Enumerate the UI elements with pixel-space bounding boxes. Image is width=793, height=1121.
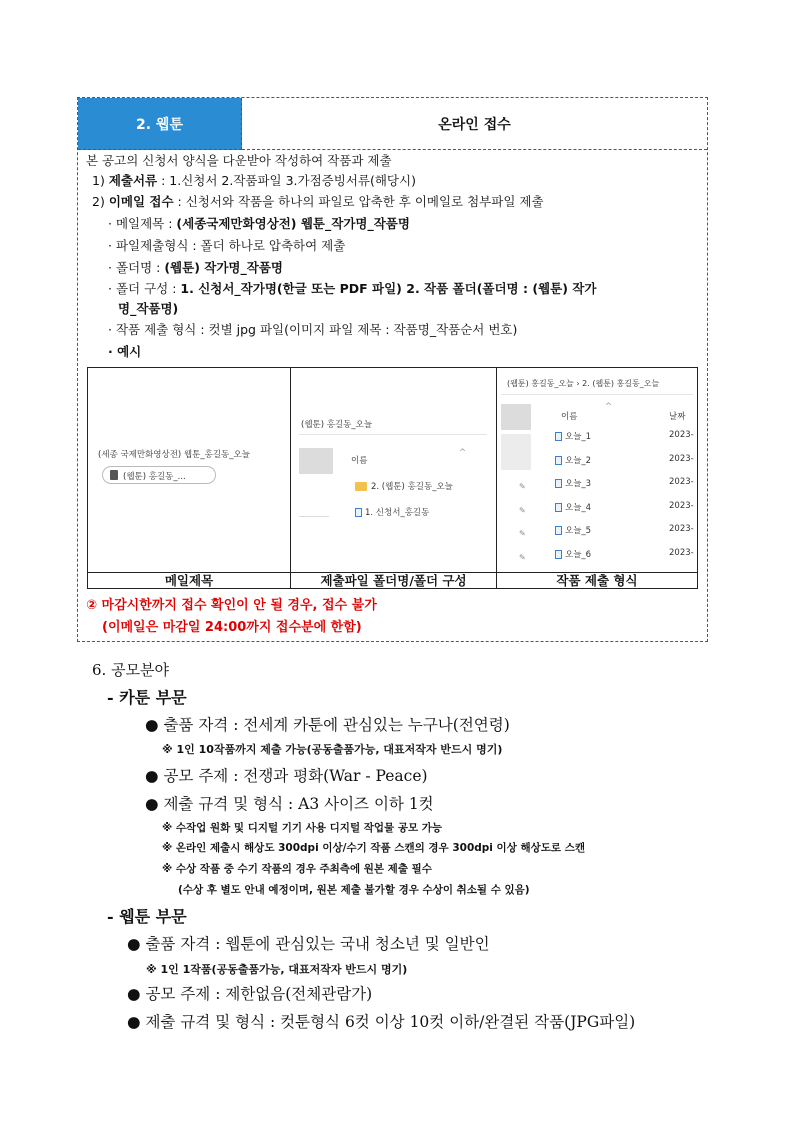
work-file-item: 오늘_1: [555, 430, 591, 442]
work-file-item: 오늘_5: [555, 524, 591, 536]
caption-submit-format: 작품 제출 형식: [497, 572, 697, 589]
divider: [501, 394, 693, 395]
divider: [299, 516, 329, 517]
files-breadcrumb: (웹툰) 홍길동_오늘 › 2. (웹툰) 홍길동_오늘: [507, 379, 660, 388]
mail-title-line: · 메일제목 : (세종국제만화영상전) 웹툰_작가명_작품명: [108, 216, 410, 231]
webtoon-heading: - 웹툰 부문: [107, 907, 187, 926]
work-file-date: 2023-: [669, 500, 694, 511]
cartoon-format: ● 제출 규격 및 형식 : A3 사이즈 이하 1컷: [145, 795, 434, 813]
cartoon-theme: ● 공모 주제 : 전쟁과 평화(War - Peace): [145, 767, 428, 785]
folder-item: 2. (웹툰) 홍길동_오늘: [355, 480, 453, 492]
cartoon-note-4: ※ 수상 작품 중 수기 작품의 경우 주최측에 원본 제출 필수: [162, 863, 432, 875]
pin-icon: ✎: [519, 529, 526, 538]
cartoon-note-5: (수상 후 별도 안내 예정이며, 원본 제출 불가할 경우 수상이 취소될 수 있음): [178, 884, 530, 896]
pin-icon: ✎: [519, 552, 526, 562]
cartoon-heading: - 카툰 부문: [107, 688, 187, 707]
example-table: [87, 367, 698, 589]
files-header-name: 이름: [561, 412, 578, 422]
work-file-date: 2023-: [669, 524, 694, 534]
image-file-icon: [555, 503, 562, 512]
work-file-item: 오늘_4: [555, 501, 591, 513]
cartoon-note-3: ※ 온라인 제출시 해상도 300dpi 이상/수기 작품 스캔의 경우 300dpi 이상 해상도로 스캔: [162, 842, 586, 854]
image-file-icon: [555, 432, 562, 441]
nav-pane-placeholder: [501, 434, 531, 470]
image-file-icon: [555, 526, 562, 535]
online-submission-header-cell: 온라인 접수: [242, 98, 707, 150]
example-files-panel: [497, 368, 697, 572]
image-file-icon: [555, 550, 562, 559]
mail-subject-text: (세종 국제만화영상전) 웹툰_홍길동_오늘: [98, 450, 250, 460]
pin-icon: ✎: [519, 482, 526, 491]
sort-caret-icon: ^: [605, 402, 613, 412]
intro-text: 본 공고의 신청서 양식을 다운받아 작성하여 작품과 제출: [86, 153, 392, 168]
folder-structure-line: · 폴더 구성 : 1. 신청서_작가명(한글 또는 PDF 파일) 2. 작품 폴더(폴더명 : (웹툰) 작가: [108, 281, 597, 296]
file-format-line: · 파일제출형식 : 폴더 하나로 압축하여 제출: [108, 238, 346, 253]
work-file-item: 오늘_3: [555, 477, 591, 489]
example-folder-panel: [291, 368, 497, 572]
caption-mail-title: 메일제목: [88, 572, 291, 589]
divider: [299, 434, 487, 435]
folder-path: (웹툰) 홍길동_오늘: [301, 420, 373, 430]
example-label: · 예시: [108, 344, 142, 359]
work-file-item: 오늘_6: [555, 548, 591, 560]
file-icon: [110, 470, 118, 480]
file-item: 1. 신청서_홍길동: [355, 506, 429, 518]
webtoon-header-cell: 2. 웹툰: [78, 98, 242, 150]
sort-caret-icon: ^: [459, 448, 467, 458]
column-header-name: 이름: [351, 456, 368, 466]
deadline-notice-sub: (이메일은 마감일 24:00까지 접수분에 한함): [102, 620, 362, 635]
webtoon-eligibility: ● 출품 자격 : 웹툰에 관심있는 국내 청소년 및 일반인: [127, 935, 490, 953]
item-email: 2) 이메일 접수 : 신청서와 작품을 하나의 파일로 압축한 후 이메일로 첨부파일 제출: [92, 194, 544, 209]
cartoon-eligibility: ● 출품 자격 : 전세계 카툰에 관심있는 누구나(전연령): [145, 716, 510, 734]
cartoon-note-2: ※ 수작업 원화 및 디지털 기기 사용 디지털 작업물 공모 가능: [162, 822, 443, 834]
webtoon-format: ● 제출 규격 및 형식 : 컷툰형식 6컷 이상 10컷 이하/완결된 작품(JPG파일): [127, 1013, 636, 1031]
nav-pane-placeholder: [501, 404, 531, 430]
item-documents: 1) 제출서류 : 1.신청서 2.작품파일 3.가점증빙서류(해당시): [92, 173, 416, 188]
folder-icon: [355, 482, 367, 491]
folder-name-line: · 폴더명 : (웹툰) 작가명_작품명: [108, 260, 283, 275]
submit-format-line: · 작품 제출 형식 : 컷별 jpg 파일(이미지 파일 제목 : 작품명_작품순서 번호): [108, 322, 518, 337]
caption-folder: 제출파일 폴더명/폴더 구성: [291, 572, 497, 589]
work-file-date: 2023-: [669, 453, 694, 464]
pin-icon: ✎: [519, 505, 526, 515]
image-file-icon: [555, 456, 562, 465]
webtoon-note-1: ※ 1인 1작품(공동출품가능, 대표저작자 반드시 명기): [146, 963, 408, 976]
folder-structure-line-cont: 명_작품명): [118, 301, 179, 316]
attachment-chip: [102, 466, 216, 484]
work-file-date: 2023-: [669, 477, 694, 487]
image-file-icon: [555, 479, 562, 488]
cartoon-note-1: ※ 1인 10작품까지 제출 가능(공동출품가능, 대표저작자 반드시 명기): [162, 743, 503, 756]
deadline-notice: ② 마감시한까지 접수 확인이 안 될 경우, 접수 불가: [86, 598, 377, 613]
work-file-date: 2023-: [669, 547, 694, 558]
example-mail-subject-panel: [88, 368, 291, 572]
attachment-name: (웹툰) 홍길동_...: [123, 472, 186, 482]
webtoon-theme: ● 공모 주제 : 제한없음(전체관람가): [127, 985, 373, 1003]
work-file-date: 2023-: [669, 430, 694, 440]
document-icon: [355, 508, 362, 517]
nav-pane-placeholder: [299, 448, 333, 474]
files-header-date: 날짜: [669, 412, 686, 422]
section-title: 6. 공모분야: [92, 661, 170, 679]
work-file-item: 오늘_2: [555, 454, 591, 466]
online-submission-box: [77, 97, 708, 642]
